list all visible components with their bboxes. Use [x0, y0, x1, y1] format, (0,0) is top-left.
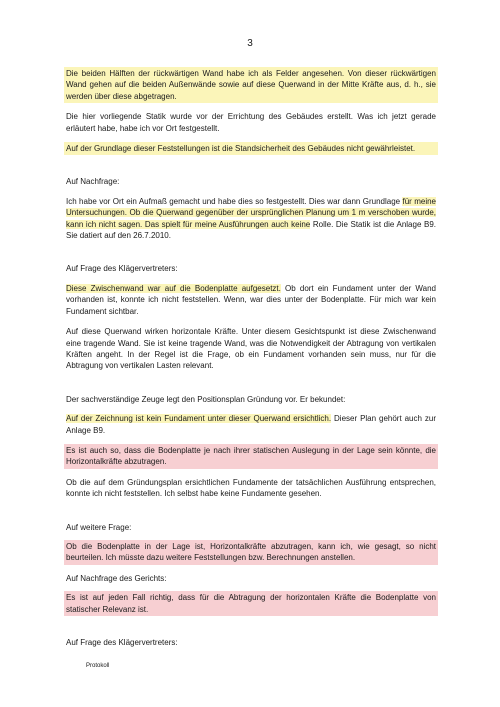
paragraph-drawing-no-foundation	[64, 412, 438, 437]
paragraph-floor-slab-capacity: Es ist auch so, dass die Bodenplatte je nach ihrer statischen Auslegung in der Lage sein könnte, die Horizontalkräfte abzutragen.	[64, 444, 438, 469]
partition-wall-highlight: Diese Zwischenwand war auf die Bodenplatte aufgesetzt.	[66, 283, 281, 293]
page-number: 3	[247, 38, 253, 49]
heading-further-question: Auf weitere Frage:	[66, 522, 132, 532]
protocol-body	[64, 67, 438, 655]
survey-text-end: Rolle. Die Statik ist die Anlage B9. Sie datiert auf den 26.7.2010.	[66, 219, 437, 241]
heading-follow-up-question: Auf Nachfrage:	[66, 177, 120, 187]
partition-wall-text: Ob dort ein Fundament unter der Wand vorhanden ist, konnte ich nicht feststellen. Wenn, war dies unter der Bodenplatte. Für mich war kein Fundament sichtbar.	[66, 283, 437, 316]
heading-court-question: Auf Nachfrage des Gerichts:	[66, 573, 167, 583]
paragraph-survey	[64, 195, 438, 243]
footer-label: Protokoll	[86, 663, 110, 669]
paragraph-horizontal-forces: Auf diese Querwand wirken horizontale Kräfte. Unter diesem Gesichtspunkt ist diese Zwischenwand eine tragende Wand. Sie ist keine tragende Wand, was die Notwendigkeit der Abtragung von vertikalen Kräften angeht. In der Regel ist die Frage, ob ein Fundament vorhanden sein muss, nur für die Abtragung von vertikalen Lasten relevant.	[66, 327, 436, 371]
paragraph-partition-wall	[64, 282, 438, 318]
paragraph-foundations-not-seen: Ob die auf dem Gründungsplan ersichtlichen Fundamente der tatsächlichen Ausführung entsprechen, konnte ich nicht feststellen. Ich selbst habe keine Fundamente gesehen.	[66, 477, 436, 499]
paragraph-stability-not-ensured: Auf der Grundlage dieser Feststellungen ist die Standsicherheit des Gebäudes nicht gewährleistet.	[64, 142, 438, 155]
paragraph-cannot-assess: Ob die Bodenplatte in der Lage ist, Horizontalkräfte abzutragen, kann ich, wie gesagt, so nicht beurteilen. Ich müsste dazu weitere Feststellungen bzw. Berechnungen anstellen.	[64, 540, 438, 565]
drawing-text: Dieser Plan gehört auch zur Anlage B9.	[66, 414, 436, 435]
heading-plaintiff-counsel-question: Auf Frage des Klägervertreters:	[66, 264, 178, 274]
survey-text-start: Ich habe vor Ort ein Aufmaß gemacht und habe dies so festgestellt. Dies war dann Grundlage	[66, 196, 403, 206]
paragraph-rear-wall-fields: Die beiden Hälften der rückwärtigen Wand habe ich als Felder angesehen. Von dieser rückwärtigen Wand gehen auf die beiden Außenwände sowie auf diese Querwand in der Mitte Kräfte aus, d. h., sie werden über diese abgetragen.	[64, 67, 438, 103]
drawing-highlight: Auf der Zeichnung ist kein Fundament unter dieser Querwand ersichtlich.	[66, 414, 332, 424]
paragraph-static-relevance: Es ist auf jeden Fall richtig, dass für die Abtragung der horizontalen Kräfte die Bodenplatte von statischer Relevanz ist.	[64, 591, 438, 616]
heading-witness-foundation-plan: Der sachverständige Zeuge legt den Positionsplan Gründung vor. Er bekundet:	[66, 394, 346, 404]
heading-plaintiff-counsel-question-2: Auf Frage des Klägervertreters:	[66, 638, 178, 647]
survey-text-highlight: für meine Untersuchungen. Ob die Querwand gegenüber der ursprünglichen Planung um 1 m verschoben wurde, kann ich nicht sagen. Das spielt für meine Ausführungen auch keine	[66, 196, 436, 229]
paragraph-statics-created: Die hier vorliegende Statik wurde vor der Errichtung des Gebäudes erstellt. Was ich jetzt gerade erläutert habe, habe ich vor Ort festgestellt.	[66, 112, 436, 133]
